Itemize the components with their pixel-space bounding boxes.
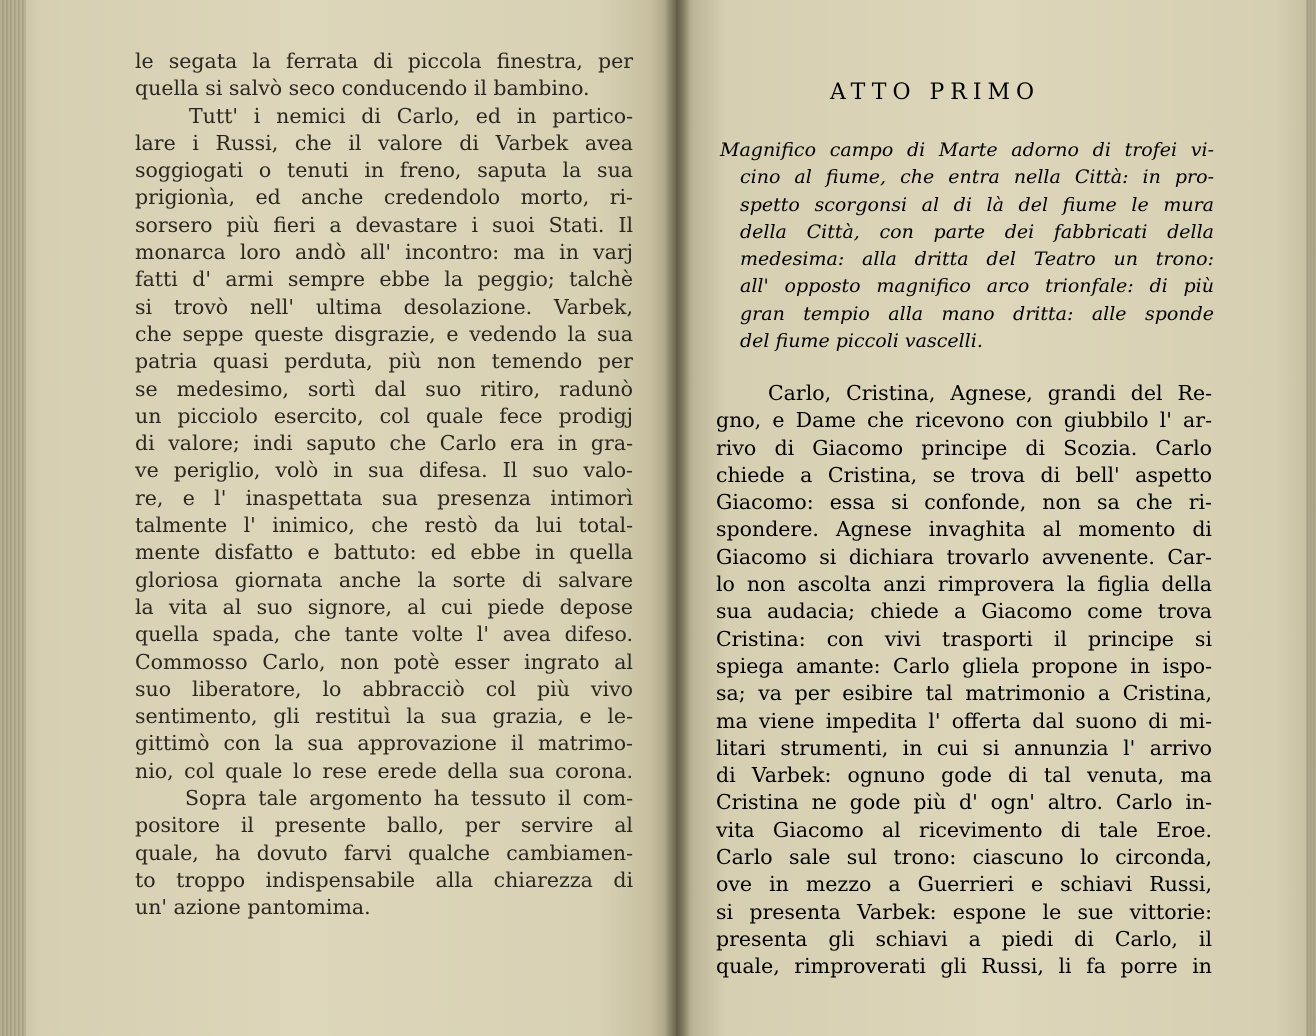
text-line: monarca loro andò all' incontro: ma in varj	[135, 240, 633, 265]
text-line: patria quasi perduta, più non temendo per	[135, 349, 633, 374]
text-line: se medesimo, sortì dal suo ritiro, radunò	[135, 376, 633, 401]
text-line: le segata la ferrata di piccola finestra, per	[135, 49, 633, 73]
act-heading: ATTO PRIMO	[830, 80, 1041, 105]
text-line: gittimò con la sua approvazione il matrimo-	[135, 731, 633, 756]
scene-line: della Città, con parte dei fabbricati della	[740, 220, 1214, 243]
text-line: talmente l' inimico, che restò da lui total-	[135, 513, 633, 538]
text-line: un' azione pantomima.	[135, 895, 371, 920]
text-line: si presenta Varbek: espone le sue vittorie:	[716, 899, 1212, 924]
scene-line: gran tempio alla mano dritta: alle sponde	[740, 302, 1214, 325]
text-line: ove in mezzo a Guerrieri e schiavi Russi,	[716, 872, 1212, 897]
text-line: ve periglio, volò in sua difesa. Il suo valo-	[135, 458, 633, 483]
text-line: quale, ha dovuto farvi qualche cambiamen-	[135, 840, 633, 865]
page-edges	[1306, 0, 1316, 1036]
text-line: fatti d' armi sempre ebbe la peggio; talchè	[135, 267, 633, 292]
text-line: di valore; indi saputo che Carlo era in gra-	[135, 431, 633, 456]
scene-description	[720, 137, 1214, 355]
text-line: vita Giacomo al ricevimento di tale Eroe.	[716, 817, 1212, 842]
text-line: Commosso Carlo, non potè esser ingrato al	[135, 649, 633, 674]
text-line: litari strumenti, in cui si annunzia l' arrivo	[716, 735, 1212, 760]
text-line: Carlo sale sul trono: ciascuno lo circonda,	[716, 845, 1212, 870]
scene-line: cino al fiume, che entra nella Città: in pro-	[740, 166, 1214, 189]
text-line: sorsero più fieri a devastare i suoi Stati. Il	[135, 212, 633, 237]
left-page-text	[135, 48, 633, 922]
text-line: lare i Russi, che il valore di Varbek avea	[135, 130, 633, 155]
scene-line: medesima: alla dritta del Teatro un trono:	[740, 248, 1214, 271]
text-line: mente disfatto e battuto: ed ebbe in quella	[135, 540, 633, 565]
text-line: di Varbek: ognuno gode di tal venuta, ma	[716, 763, 1212, 788]
text-line: re, e l' inaspettata sua presenza intimorì	[135, 485, 633, 510]
text-line: spondere. Agnese invaghita al momento di	[716, 517, 1212, 542]
text-line: un picciolo esercito, col quale fece prodigj	[135, 403, 633, 428]
text-line: ma viene impedita l' offerta dal suono di mi-	[716, 708, 1212, 733]
text-line: to troppo indispensabile alla chiarezza di	[135, 867, 633, 892]
text-line: sa; va per esibire tal matrimonio a Cristina,	[716, 681, 1212, 706]
text-line: sua audacia; chiede a Giacomo come trova	[716, 599, 1212, 624]
text-line: sentimento, gli restituì la sua grazia, e le-	[135, 704, 633, 729]
text-line: quella spada, che tante volte l' avea difeso.	[135, 622, 633, 647]
text-line: Cristina ne gode più d' ogn' altro. Carlo in-	[716, 790, 1212, 815]
text-line: Giacomo: essa si confonde, non sa che ri-	[716, 490, 1212, 515]
right-page-text	[716, 380, 1212, 981]
text-line: suo liberatore, lo abbracciò col più vivo	[135, 676, 633, 701]
text-line: Giacomo si dichiara trovarlo avvenente. Car-	[716, 544, 1212, 569]
text-line: quella si salvò seco conducendo il bambino.	[135, 76, 590, 101]
text-line: Tutt' i nemici di Carlo, ed in partico-	[189, 103, 633, 128]
text-line: la vita al suo signore, al cui piede depose	[135, 594, 633, 619]
scene-line: spetto scorgonsi al di là del fiume le mura	[740, 193, 1214, 216]
text-line: nio, col quale lo rese erede della sua corona.	[135, 758, 633, 783]
text-line: chiede a Cristina, se trova di bell' aspetto	[716, 462, 1212, 487]
text-line: si trovò nell' ultima desolazione. Varbek,	[135, 294, 633, 319]
text-line: che seppe queste disgrazie, e vedendo la sua	[135, 321, 633, 346]
scene-line: all' opposto magnifico arco trionfale: di più	[740, 275, 1214, 298]
text-line: quale, rimproverati gli Russi, li fa porre in	[716, 954, 1212, 979]
text-line: Sopra tale argomento ha tessuto il com-	[185, 786, 633, 811]
text-line: Carlo, Cristina, Agnese, grandi del Re-	[768, 381, 1212, 405]
text-line: gloriosa giornata anche la sorte di salvare	[135, 567, 633, 592]
text-line: soggiogati o tenuti in freno, saputa la sua	[135, 158, 633, 183]
text-line: Cristina: con vivi trasporti il principe si	[716, 626, 1212, 651]
text-line: gno, e Dame che ricevono con giubbilo l' ar-	[716, 408, 1212, 433]
text-line: lo non ascolta anzi rimprovera la figlia della	[716, 572, 1212, 597]
scene-line: del fiume piccoli vascelli.	[740, 330, 983, 353]
text-line: prigionìa, ed anche credendolo morto, ri-	[135, 185, 633, 210]
text-line: rivo di Giacomo principe di Scozia. Carlo	[716, 435, 1212, 460]
text-line: positore il presente ballo, per servire al	[135, 813, 633, 838]
page-edges	[0, 0, 26, 1036]
text-line: spiega amante: Carlo gliela propone in ispo-	[716, 653, 1212, 678]
text-line: presenta gli schiavi a piedi di Carlo, il	[716, 926, 1212, 951]
book-gutter	[664, 0, 690, 1036]
scene-line: Magnifico campo di Marte adorno di trofei vi-	[720, 139, 1214, 161]
